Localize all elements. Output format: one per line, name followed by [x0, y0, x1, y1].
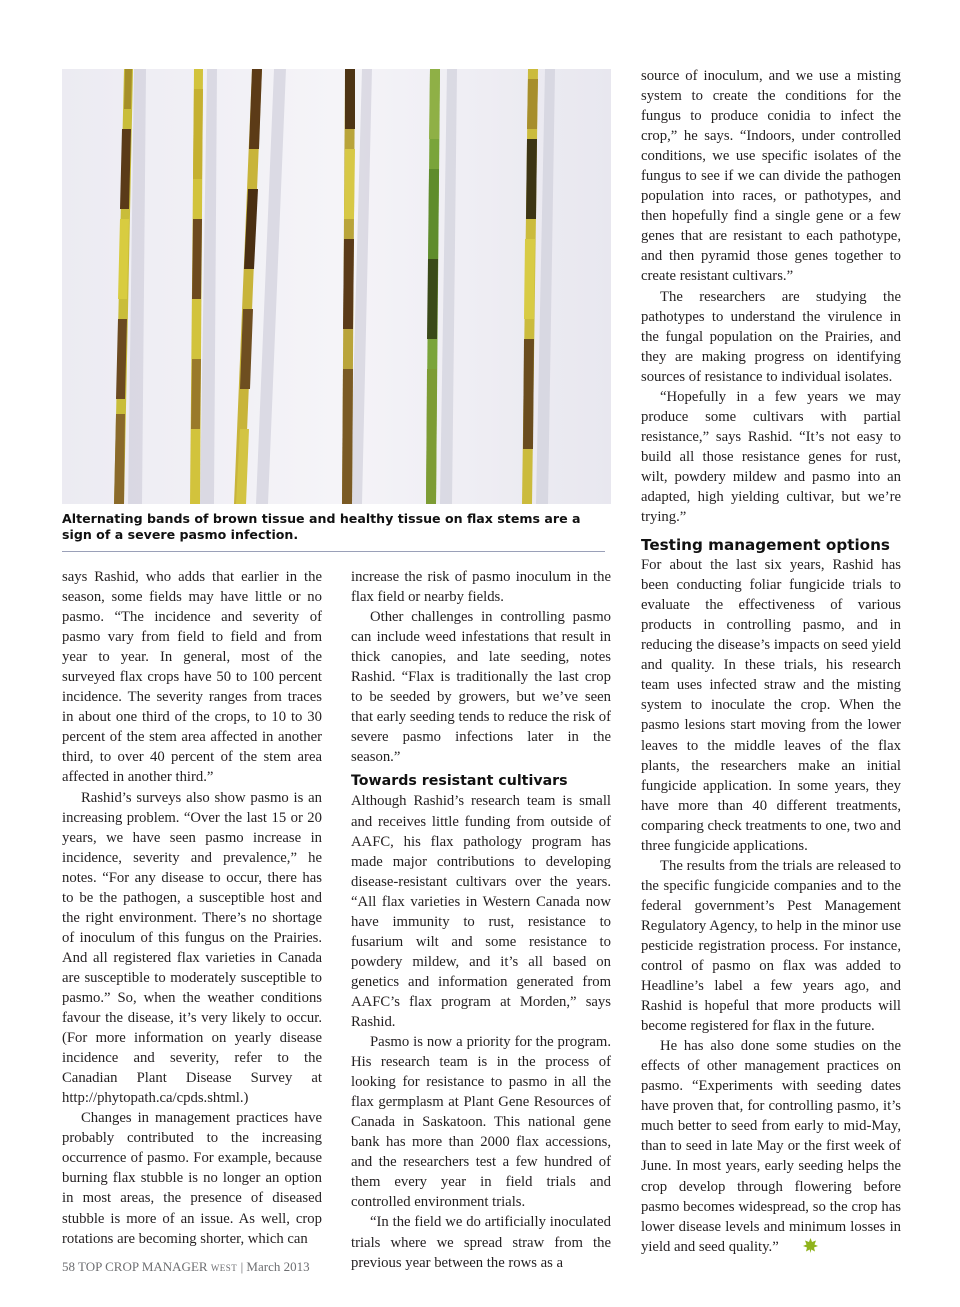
- paragraph-final-text: He has also done some studies on the effects of other management practices on pasmo. “Experiments with seeding dates have proven that, for controlling pasmo, it’s much better to seed from early to mid-May, than to seed in late May or the first week of June. In most years, early seeding helps the crop develop through flowering before pasmo becomes widespread, so the crop has lower disease levels and minimum losses in yield and seed quality.”: [641, 1038, 901, 1255]
- paragraph: “In the field we do artificially inoculated trials where we spread straw from the previous year between the rows as a: [351, 1214, 611, 1271]
- article-column-2: [351, 567, 611, 1273]
- article-column-3: [641, 66, 901, 1257]
- paragraph: Although Rashid’s research team is small and receives little funding from outside of AAFC, his flax pathology program has made major contributions to developing disease-resistant cultivars over the years. “All flax varieties in Western Canada now have immunity to rust, resistance to fusarium wilt and some resistance to powdery mildew, and it’s all based on genetics and information generated from AAFC’s flax program at Morden,” says Rashid.: [351, 793, 611, 1030]
- paragraph: Changes in management practices have probably contributed to the increasing occurrence of pasmo. For example, because burning flax stubble is no longer an option in most areas, the presence of diseased stubble is more of an issue. As well, crop rotations are becoming shorter, which can: [62, 1110, 322, 1247]
- paragraph: The results from the trials are released to the specific fungicide companies and to the federal government’s Pest Management Regulatory Agency, to help in the minor use pesticide registration process. For instance, control of pasmo on flax was added to Headline’s label a few years ago, and Rashid is hopeful that more products will become registered for flax in the future.: [641, 857, 901, 1035]
- paragraph: source of inoculum, and we use a misting system to create the conditions for the fungus to produce conidia to infect the crop,” he says. “Indoors, under controlled conditions, we use specific isolates of the fungus to see if we can divide the pathogen population into races, or pathotypes, and then hopefully find a single gene or a few genes that are resistant to each pathotype, and then pyramid those genes together to create resistant cultivars.”: [641, 68, 901, 285]
- flax-stems-photo: [62, 69, 611, 504]
- page-number: 58: [62, 1259, 75, 1274]
- paragraph: For about the last six years, Rashid has been conducting foliar fungicide trials to evaluate the effectiveness of various products in controlling pasmo, and in reducing the disease’s impacts on seed yield and quality. In these trials, his research team uses infected straw and the misting system to inoculate the crop. When the pasmo lesions start moving from the lower leaves to the middle leaves of the flax plants, the researchers make an initial fungicide application. In some years, they have more than 40 different treatments, comparing check treatments to one, two and three fungicide applications.: [641, 557, 901, 854]
- caption-divider: [62, 551, 605, 552]
- article-column-1: [62, 567, 322, 1249]
- leaf-icon: [783, 1237, 800, 1254]
- magazine-name: TOP CROP MANAGER: [78, 1259, 208, 1274]
- magazine-edition: WEST: [210, 1263, 238, 1273]
- page-footer: [62, 1259, 310, 1275]
- photo-caption: Alternating bands of brown tissue and healthy tissue on flax stems are a sign of a severe pasmo infection.: [62, 511, 581, 542]
- flax-stems-illustration: [62, 69, 611, 504]
- paragraph: “Hopefully in a few years we may produce some cultivars with partial resistance,” says Rashid. “It’s not easy to build all those resistance genes for rust, wilt, powdery mildew and pasmo into an adapted, high yielding cultivar, but we’re trying.”: [641, 388, 901, 526]
- section-heading: Testing management options: [641, 536, 890, 555]
- paragraph: Other challenges in controlling pasmo can include weed infestations that result in thick canopies, and late seeding, notes Rashid. “Flax is traditionally the last crop to be seeded by growers, but we’ve seen that early seeding tends to reduce the risk of severe pasmo infections later in the season.”: [351, 609, 611, 766]
- footer-separator: |: [240, 1259, 244, 1274]
- paragraph: The researchers are studying the pathotypes to understand the virulence in the fungal population on the Prairies, and they are making progress on identifying sources of resistance to individual isolates.: [641, 288, 901, 385]
- paragraph: increase the risk of pasmo inoculum in the flax field or nearby fields.: [351, 569, 611, 606]
- issue-date: March 2013: [246, 1259, 310, 1274]
- paragraph: says Rashid, who adds that earlier in the season, some fields may have little or no pasmo. “The incidence and severity of pasmo vary from field to field and from year to year. In general, most of the surveyed flax crops have 50 to 100 percent incidence. The severity ranges from traces in about one third of the crops, to 10 to 30 percent of the stem area affected in another third, to over 40 percent of the stem area affected in another third.”: [62, 569, 322, 786]
- section-heading: Towards resistant cultivars: [351, 773, 568, 790]
- paragraph: Rashid’s surveys also show pasmo is an increasing problem. “Over the last 15 or 20 years, we have seen pasmo increase in incidence, severity and prevalence,” he notes. “For any disease to occur, there has to be the pathogen, a susceptible host and the right environment. There’s no shortage of inoculum of this fungus on the Prairies. And all registered flax varieties in Canada are susceptible to moderately susceptible to pasmo.” So, when the weather conditions favour the disease, it’s very likely to occur. (For more information on yearly disease incidence and severity, refer to the Canadian Plant Disease Survey at http://phytopath.ca/cpds.shtml.): [62, 789, 322, 1107]
- paragraph: Pasmo is now a priority for the program. His research team is in the process of looking for resistance to pasmo in all the flax germplasm at Plant Gene Resources of Canada in Saskatoon. This national gene bank has more than 2000 flax accessions, and the researchers test a few hundred of them every year in field trials and controlled environment trials.: [351, 1034, 611, 1211]
- paragraph-final: [641, 1036, 901, 1257]
